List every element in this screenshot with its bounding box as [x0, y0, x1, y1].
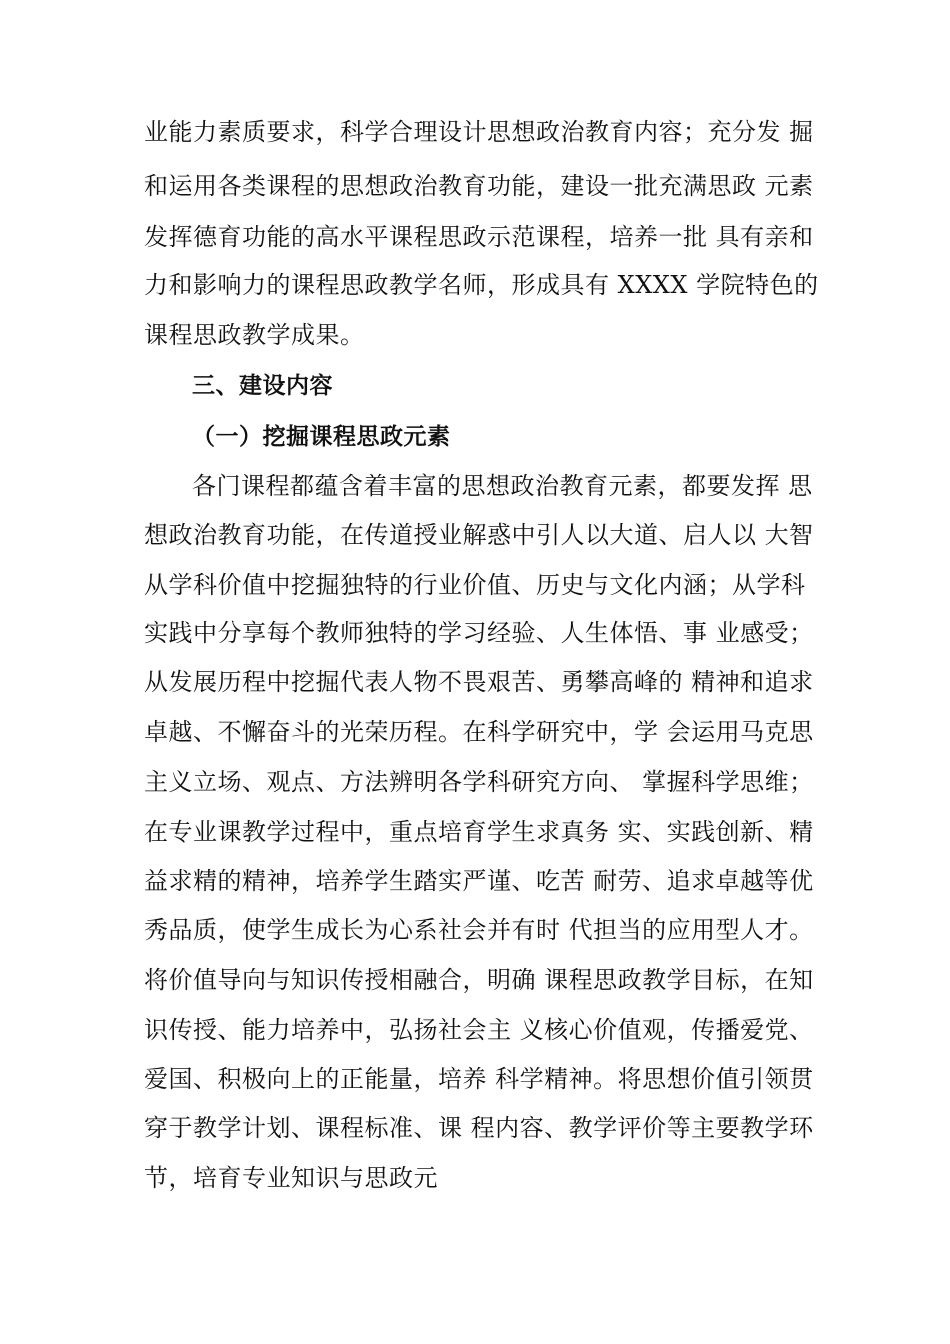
paragraph-2-line-5: 从发展历程中挖掘代表人物不畏艰苦、勇攀高峰的 精神和追求 [144, 668, 814, 696]
paragraph-2-line-15: 节，培育专业知识与思政元 [144, 1164, 438, 1192]
paragraph-2-line-1: 各门课程都蕴含着丰富的思想政治教育元素，都要发挥 思 [192, 472, 813, 500]
paragraph-2-line-13: 爱国、积极向上的正能量，培养 科学精神。将思想价值引领贯 [144, 1065, 814, 1093]
paragraph-2-line-9: 益求精的精神，培养学生踏实严谨、吃苦 耐劳、追求卓越等优 [144, 867, 814, 895]
paragraph-2-line-8: 在专业课教学过程中，重点培育学生求真务 实、实践创新、精 [144, 818, 814, 846]
paragraph-1-line-5: 课程思政教学成果。 [144, 321, 365, 349]
paragraph-2-line-14: 穿于教学计划、课程标准、课 程内容、教学评价等主要教学环 [144, 1114, 814, 1142]
paragraph-2-line-2: 想政治教育功能，在传道授业解惑中引人以大道、启人以 大智 [144, 521, 814, 549]
paragraph-2-line-3: 从学科价值中挖掘独特的行业价值、历史与文化内涵；从学科 [144, 571, 806, 599]
paragraph-2-line-10: 秀品质，使学生成长为心系社会并有时 代担当的应用型人才。 [144, 916, 814, 944]
paragraph-2-line-11: 将价值导向与知识传授相融合，明确 课程思政教学目标，在知 [144, 966, 814, 994]
paragraph-1-line-1: 业能力素质要求，科学合理设计思想政治教育内容；充分发 掘 [144, 118, 814, 146]
paragraph-1-line-2: 和运用各类课程的思想政治教育功能，建设一批充满思政 元素 [144, 172, 814, 200]
paragraph-1-line-4: 力和影响力的课程思政教学名师，形成具有 XXXX 学院特色的 [144, 271, 819, 299]
subsection-heading: （一）挖掘课程思政元素 [192, 424, 451, 450]
paragraph-2-line-7: 主义立场、观点、方法辨明各学科研究方向、 掌握科学思维； [144, 768, 814, 796]
paragraph-1-line-3: 发挥德育功能的高水平课程思政示范课程，培养一批 具有亲和 [144, 223, 814, 251]
paragraph-2-line-12: 识传授、能力培养中，弘扬社会主 义核心价值观，传播爱党、 [144, 1016, 814, 1044]
paragraph-2-line-4: 实践中分享每个教师独特的学习经验、人生体悟、事 业感受； [144, 619, 814, 647]
paragraph-2-line-6: 卓越、不懈奋斗的光荣历程。在科学研究中，学 会运用马克思 [144, 718, 814, 746]
section-heading: 三、建设内容 [192, 373, 333, 399]
